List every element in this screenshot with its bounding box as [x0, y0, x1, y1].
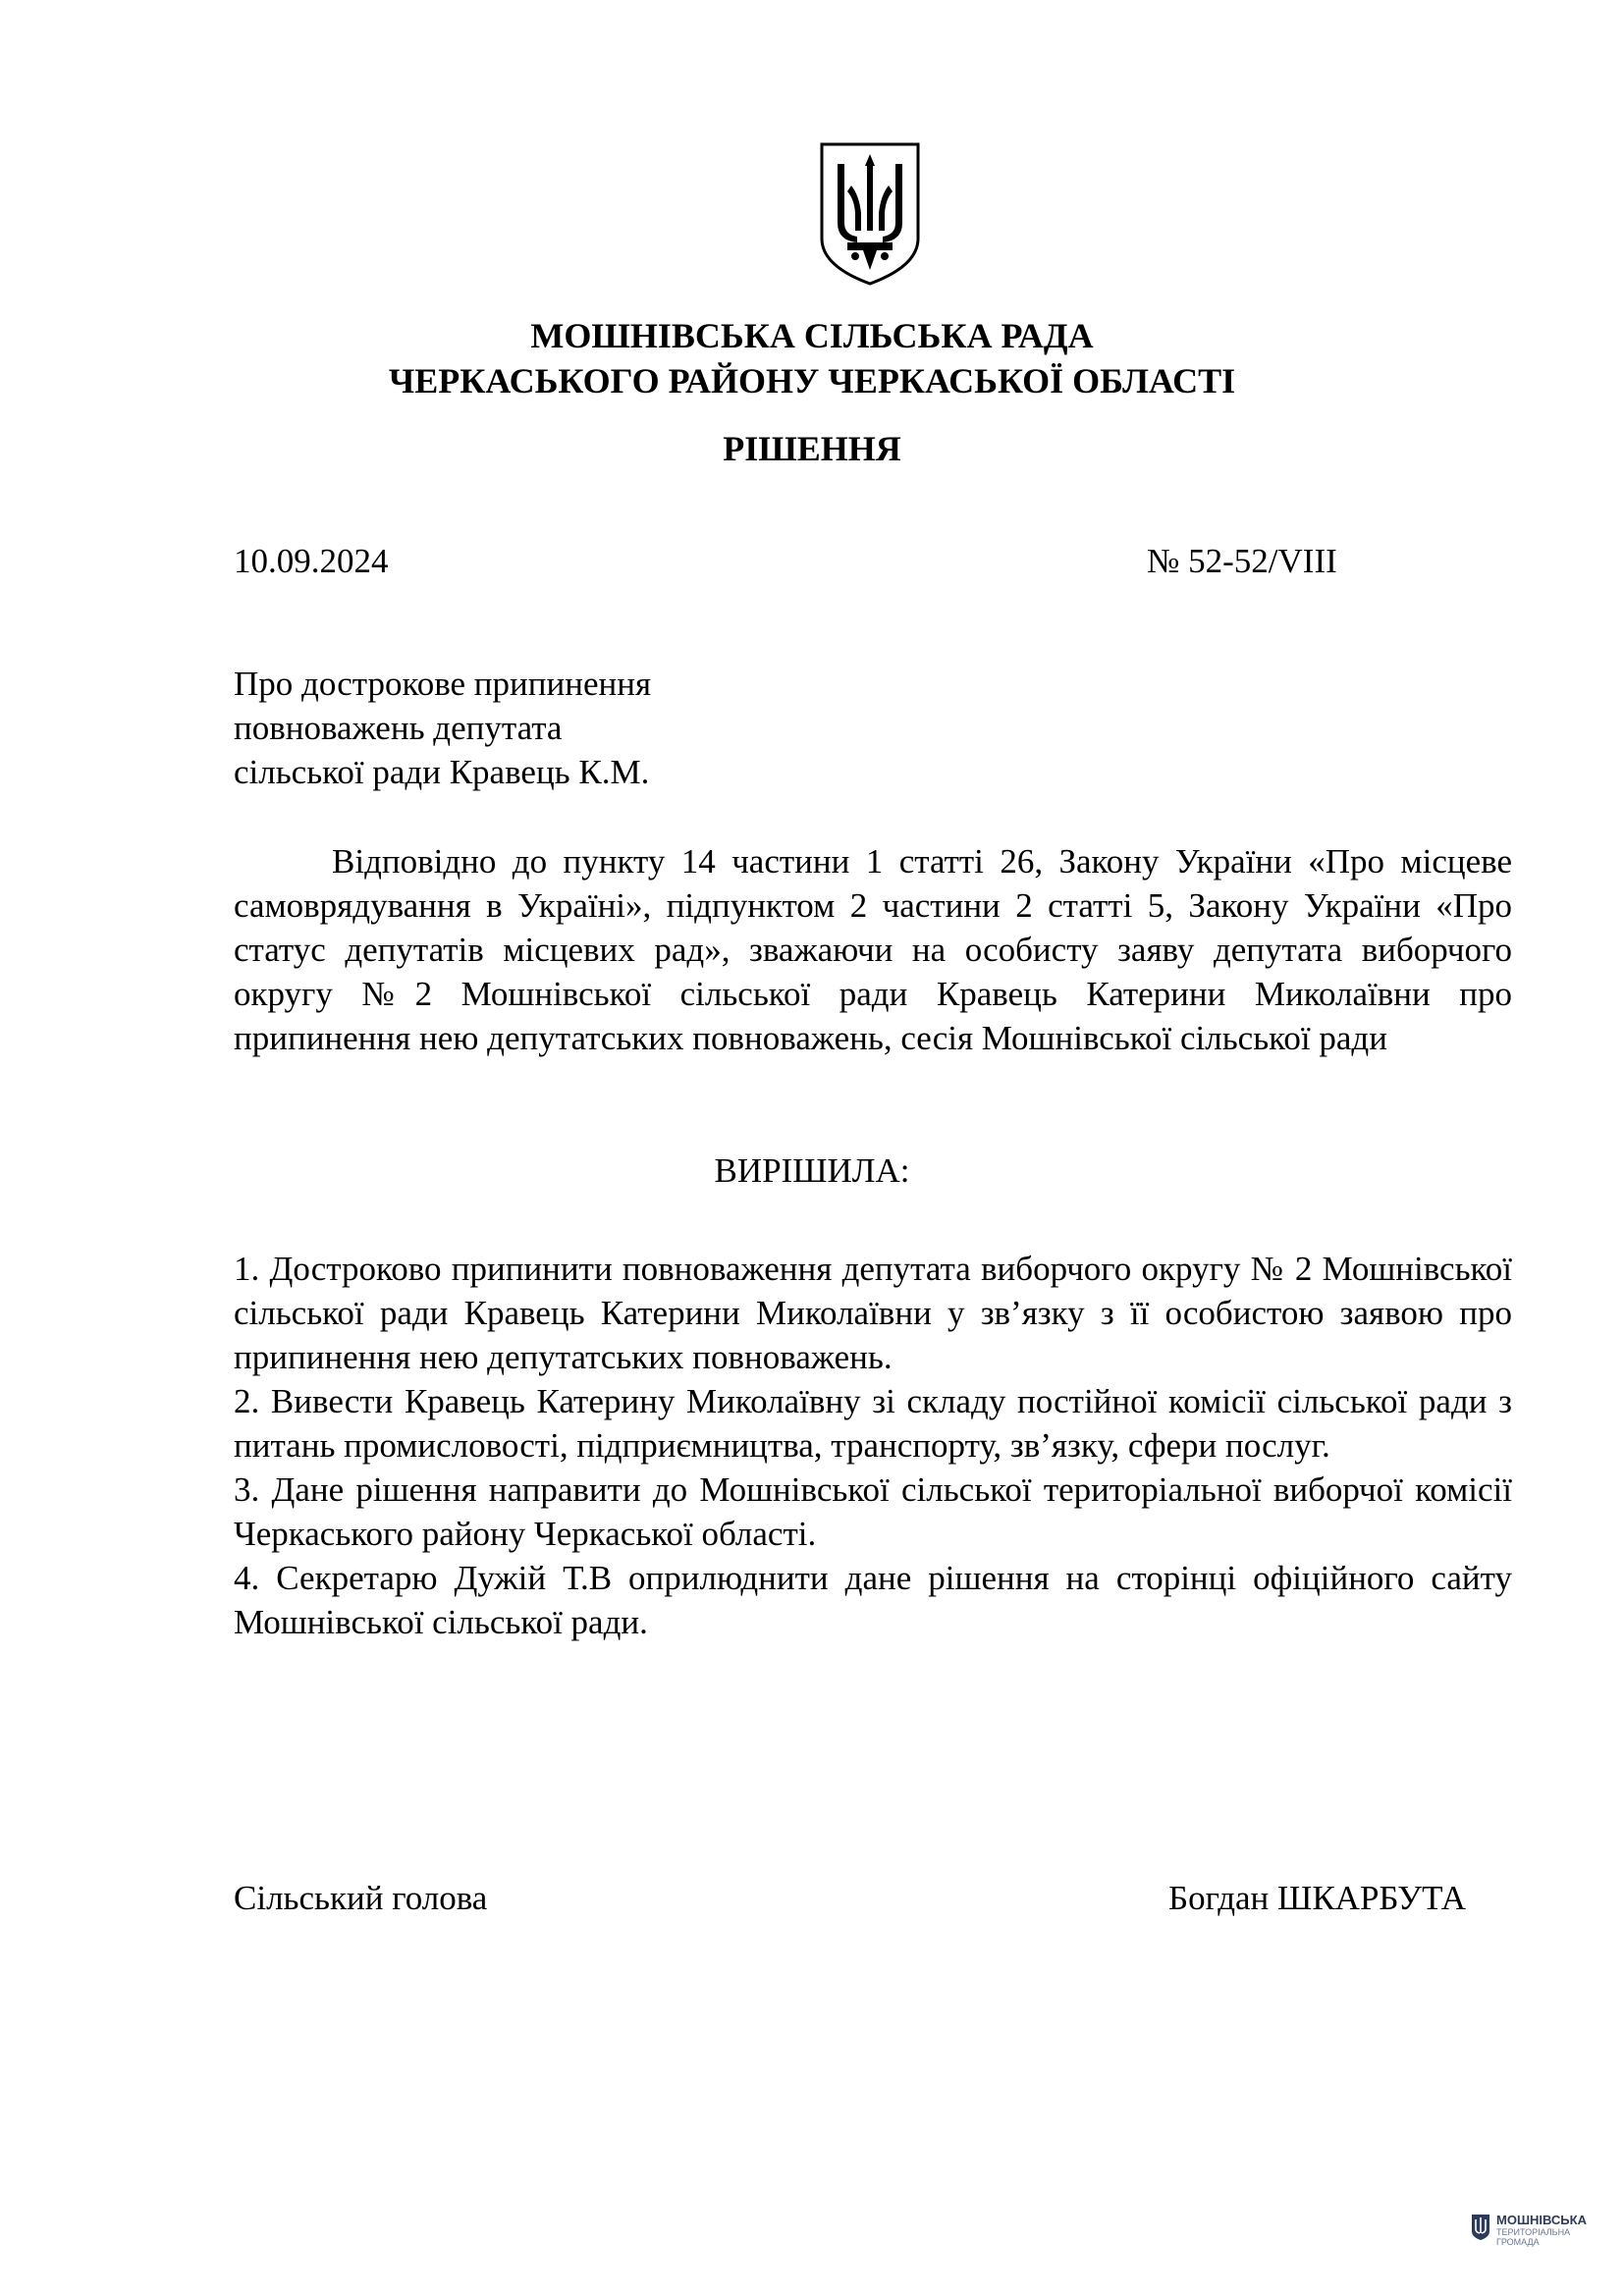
- subject-line: повноважень депутата: [234, 709, 563, 747]
- document-date: 10.09.2024: [234, 542, 389, 580]
- footer-logo-subtitle: [1496, 2227, 1570, 2247]
- decision-item: 2. Вивести Кравець Катерину Миколаївну зі складу постійної комісії сільської ради з питань промисловості, підприємництва, транспорту, зв’язку, сфери послуг.: [234, 1382, 1512, 1465]
- decision-item: 4. Секретарю Дужій Т.В оприлюднити дане рішення на сторінці офіційного сайту Мошнівської сільської ради.: [234, 1559, 1512, 1641]
- coat-of-arms-icon: [818, 140, 922, 288]
- signatory-title: Сільський голова: [234, 1879, 488, 1917]
- org-name-line1: МОШНІВСЬКА СІЛЬСЬКА РАДА: [530, 316, 1094, 355]
- footer-logo-sub2: ГРОМАДА: [1496, 2237, 1540, 2247]
- preamble-text: Відповідно до пункту 14 частини 1 статті 26, Закону України «Про місцеве самоврядування в Україні», підпунктом 2 частини 2 статті 5, Закону України «Про статус депутатів місцевих рад», зважаючи на особисту заяву депутата виборчого округу №2 Мошнівської сільської ради Кравець Катерини Миколаївни про припинення нею депутатських повноважень, сесія Мошнівської сільської ради: [234, 842, 1512, 1057]
- footer-trident-icon: [1471, 2214, 1490, 2241]
- footer-logo: [1471, 2212, 1598, 2255]
- org-name-line2: ЧЕРКАСЬКОГО РАЙОНУ ЧЕРКАСЬКОЇ ОБЛАСТІ: [388, 361, 1236, 400]
- decision-item: 3. Дане рішення направити до Мошнівської сільської територіальної виборчої комісії Черкаського району Черкаської області.: [234, 1470, 1512, 1553]
- subject-line: Про дострокове припинення: [234, 665, 652, 703]
- decided-heading: ВИРІШИЛА:: [714, 1151, 910, 1190]
- subject-line: сільської ради Кравець К.М.: [234, 753, 650, 791]
- signatory-name: Богдан ШКАРБУТА: [1168, 1879, 1466, 1917]
- document-number: № 52-52/VIII: [1147, 542, 1337, 580]
- document-type: РІШЕННЯ: [723, 429, 901, 468]
- footer-logo-sub1: ТЕРИТОРІАЛЬНА: [1496, 2227, 1571, 2237]
- document-subject: [234, 662, 651, 794]
- preamble: [234, 839, 1512, 1060]
- footer-logo-name: МОШНІВСЬКА: [1496, 2213, 1587, 2227]
- decision-item: 1. Достроково припинити повноваження депутата виборчого округу № 2 Мошнівської сільської ради Кравець Катерини Миколаївни у зв’язку з її особистою заявою про припинення нею депутатських повноважень.: [234, 1250, 1512, 1376]
- decision-items: [234, 1247, 1512, 1644]
